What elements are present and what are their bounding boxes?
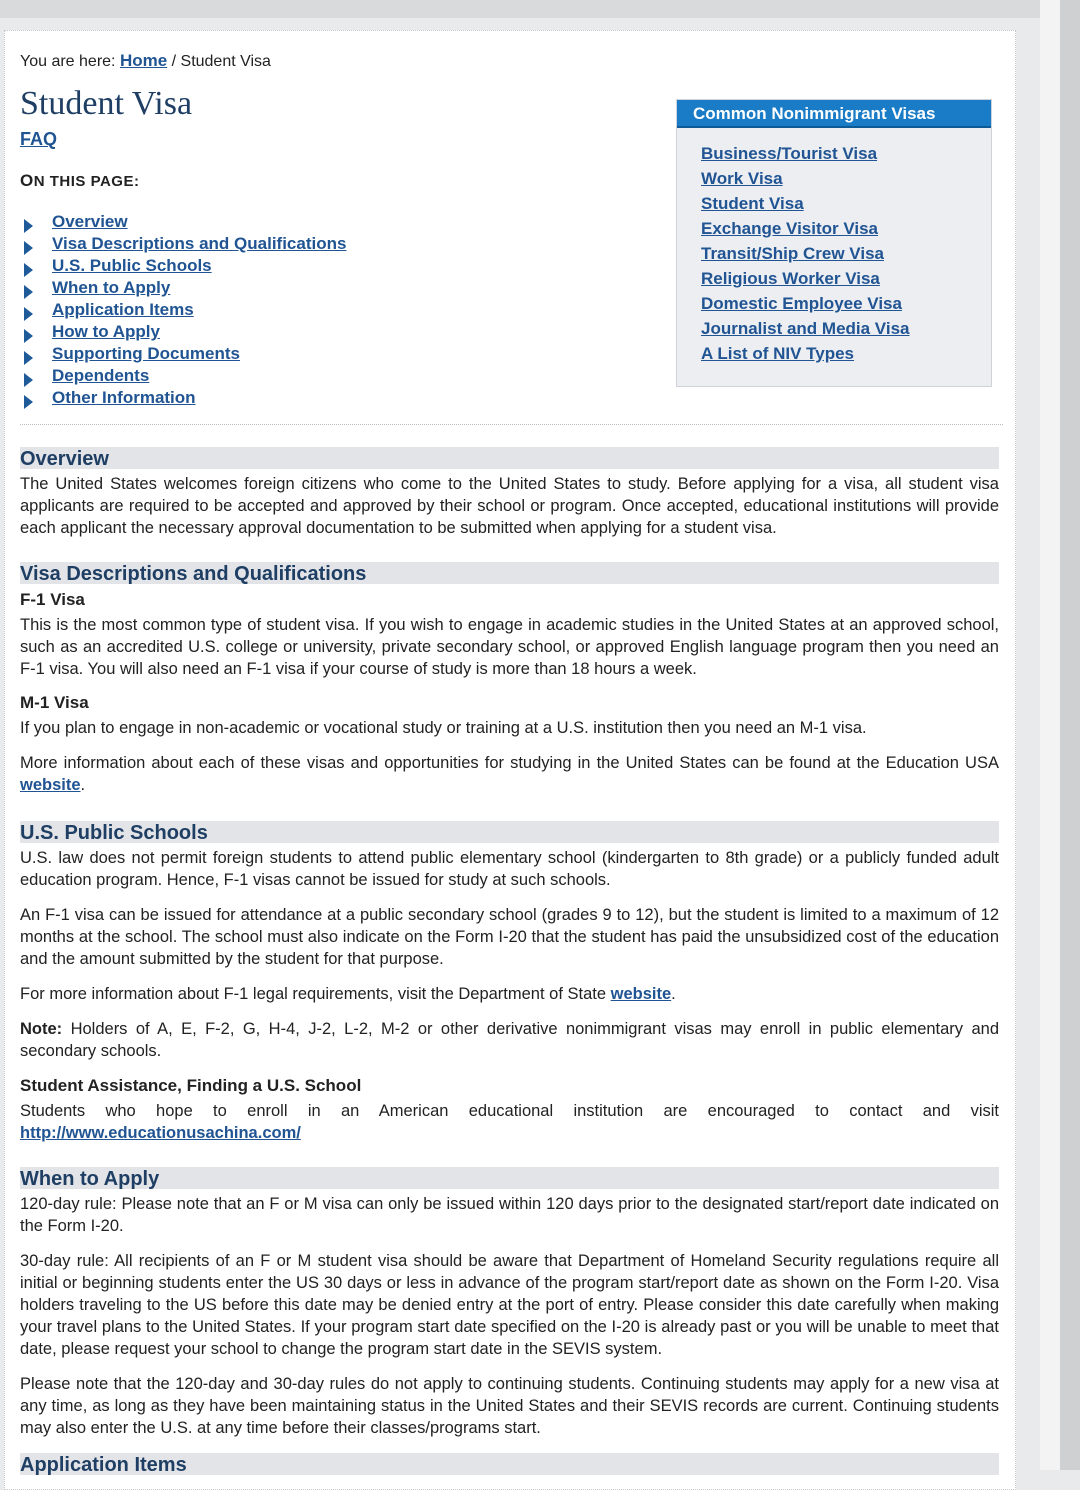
divider	[20, 424, 1003, 425]
triangle-bullet-icon	[24, 329, 33, 343]
when-to-apply-section	[20, 1167, 999, 1439]
toc-link-other-information[interactable]: Other Information	[52, 388, 196, 407]
sidebar-link-niv-types[interactable]: A List of NIV Types	[701, 344, 855, 363]
public-schools-heading: U.S. Public Schools	[20, 821, 999, 843]
educationusa-china-link[interactable]: http://www.educationusachina.com/	[20, 1124, 301, 1142]
education-usa-website-link[interactable]: website	[20, 776, 81, 794]
more-info-text: More information about each of these visas and opportunities for studying in the United States can be found at the Education USA website.	[20, 754, 999, 794]
breadcrumb-prefix: You are here:	[20, 53, 116, 70]
overview-heading: Overview	[20, 447, 999, 469]
application-items-section	[20, 1453, 999, 1475]
department-of-state-website-link[interactable]: website	[610, 985, 672, 1003]
breadcrumb	[20, 51, 271, 71]
table-of-contents	[20, 211, 346, 409]
visa-descriptions-heading: Visa Descriptions and Qualifications	[20, 562, 999, 584]
sidebar-link-student[interactable]: Student Visa	[701, 194, 804, 213]
sidebar-link-exchange-visitor[interactable]: Exchange Visitor Visa	[701, 219, 879, 238]
toc-link-overview[interactable]: Overview	[52, 212, 128, 231]
application-items-heading: Application Items	[20, 1453, 999, 1475]
triangle-bullet-icon	[24, 395, 33, 409]
toc-item	[20, 299, 346, 321]
toc-item	[20, 255, 346, 277]
sidebar-link-religious-worker[interactable]: Religious Worker Visa	[701, 269, 880, 288]
sidebar-link-domestic-employee[interactable]: Domestic Employee Visa	[701, 294, 902, 313]
toc-item	[20, 321, 346, 343]
toc-item	[20, 233, 346, 255]
page-content	[4, 30, 1016, 1490]
toc-link-public-schools[interactable]: U.S. Public Schools	[52, 256, 212, 275]
on-this-page-label: ON THIS PAGE:	[20, 171, 140, 190]
page-title: Student Visa	[20, 85, 193, 122]
sidebar-title: Common Nonimmigrant Visas	[677, 100, 991, 128]
m1-visa-text: If you plan to engage in non-academic or vocational study or training at a U.S. institution then you need an M-1 visa.	[20, 719, 867, 737]
breadcrumb-home-link[interactable]: Home	[119, 51, 168, 70]
triangle-bullet-icon	[24, 373, 33, 387]
public-schools-section	[20, 821, 999, 1144]
when-to-apply-text-1: 120-day rule: Please note that an F or M visa can only be issued within 120 days prior to the designated start/report date indicated on the Form I-20.	[20, 1195, 999, 1235]
public-schools-text-2: An F-1 visa can be issued for attendance at a public secondary school (grades 9 to 12), but the student is limited to a maximum of 12 months at the school. The school must also indicate on the Form I-20 that the student has paid the unsubsidized cost of the education and the amount submitted by the student for that purpose.	[20, 906, 999, 968]
window-top-shadow	[0, 0, 1060, 18]
toc-link-when-to-apply[interactable]: When to Apply	[52, 278, 171, 297]
toc-link-supporting-documents[interactable]: Supporting Documents	[52, 344, 240, 363]
toc-item	[20, 277, 346, 299]
triangle-bullet-icon	[24, 219, 33, 233]
sidebar-link-transit-crew[interactable]: Transit/Ship Crew Visa	[701, 244, 884, 263]
toc-item	[20, 387, 346, 409]
student-assistance-text: Students who hope to enroll in an American educational institution are encouraged to contact and visit	[20, 1102, 999, 1120]
breadcrumb-separator: /	[167, 53, 181, 70]
toc-link-dependents[interactable]: Dependents	[52, 366, 150, 385]
visa-descriptions-section	[20, 562, 999, 796]
overview-section	[20, 447, 999, 539]
m1-visa-title: M-1 Visa	[20, 693, 89, 712]
toc-item	[20, 365, 346, 387]
public-schools-text-3: For more information about F-1 legal requirements, visit the Department of State website.	[20, 985, 676, 1003]
faq-link[interactable]: FAQ	[20, 129, 58, 149]
page-scroll-gutter	[1040, 0, 1060, 1470]
when-to-apply-text-2: 30-day rule: All recipients of an F or M student visa should be aware that Department of Homeland Security regulations require all initial or beginning students enter the US 30 days or less in advance of the program start/report date as shown on the Form I-20. Visa holders traveling to the US before this date may be denied entry at the port of entry. Please consider this date carefully when making your travel plans to the United States. If your program start date specified on the I-20 is already past or you will be unable to meet that date, please request your school to change the program start date in the SEVIS system.	[20, 1252, 999, 1358]
when-to-apply-text-3: Please note that the 120-day and 30-day rules do not apply to continuing students. Continuing students may apply for a new visa at any time, as long as they have been maintaining status in the United States and their SEVIS records are current. Continuing students may also enter the U.S. at any time before their classes/programs start.	[20, 1375, 999, 1437]
f1-visa-title: F-1 Visa	[20, 590, 85, 609]
f1-visa-text: This is the most common type of student visa. If you wish to engage in academic studies in the United States at an approved school, such as an accredited U.S. college or university, private secondary school, or approved English language program then you need an F-1 visa. You will also need an F-1 visa if your course of study is more than 18 hours a week.	[20, 616, 999, 678]
when-to-apply-heading: When to Apply	[20, 1167, 999, 1189]
toc-link-application-items[interactable]: Application Items	[52, 300, 194, 319]
overview-text: The United States welcomes foreign citizens who come to the United States to study. Before applying for a visa, all student visa applicants are required to be accepted and approved by their school or program. Once accepted, educational institutions will provide each applicant the necessary approval documentation to be submitted when applying for a student visa.	[20, 475, 999, 537]
sidebar-link-work[interactable]: Work Visa	[701, 169, 783, 188]
triangle-bullet-icon	[24, 241, 33, 255]
toc-item	[20, 211, 346, 233]
triangle-bullet-icon	[24, 285, 33, 299]
public-schools-text-1: U.S. law does not permit foreign students to attend public elementary school (kindergarten to 8th grade) or a publicly funded adult education program. Hence, F-1 visas cannot be issued for study at such schools.	[20, 849, 999, 889]
toc-item	[20, 343, 346, 365]
triangle-bullet-icon	[24, 307, 33, 321]
note-text: Note: Holders of A, E, F-2, G, H-4, J-2, L-2, M-2 or other derivative nonimmigrant visas may enroll in public elementary and secondary schools.	[20, 1020, 999, 1060]
breadcrumb-current: Student Visa	[180, 53, 271, 70]
triangle-bullet-icon	[24, 263, 33, 277]
sidebar-link-business-tourist[interactable]: Business/Tourist Visa	[701, 144, 878, 163]
toc-link-visa-descriptions[interactable]: Visa Descriptions and Qualifications	[52, 234, 347, 253]
scrollbar-track[interactable]	[1060, 0, 1080, 1470]
triangle-bullet-icon	[24, 351, 33, 365]
student-assistance-title: Student Assistance, Finding a U.S. School	[20, 1076, 362, 1095]
toc-link-how-to-apply[interactable]: How to Apply	[52, 322, 160, 341]
sidebar-link-journalist-media[interactable]: Journalist and Media Visa	[701, 319, 910, 338]
common-visas-sidebar	[676, 99, 992, 387]
